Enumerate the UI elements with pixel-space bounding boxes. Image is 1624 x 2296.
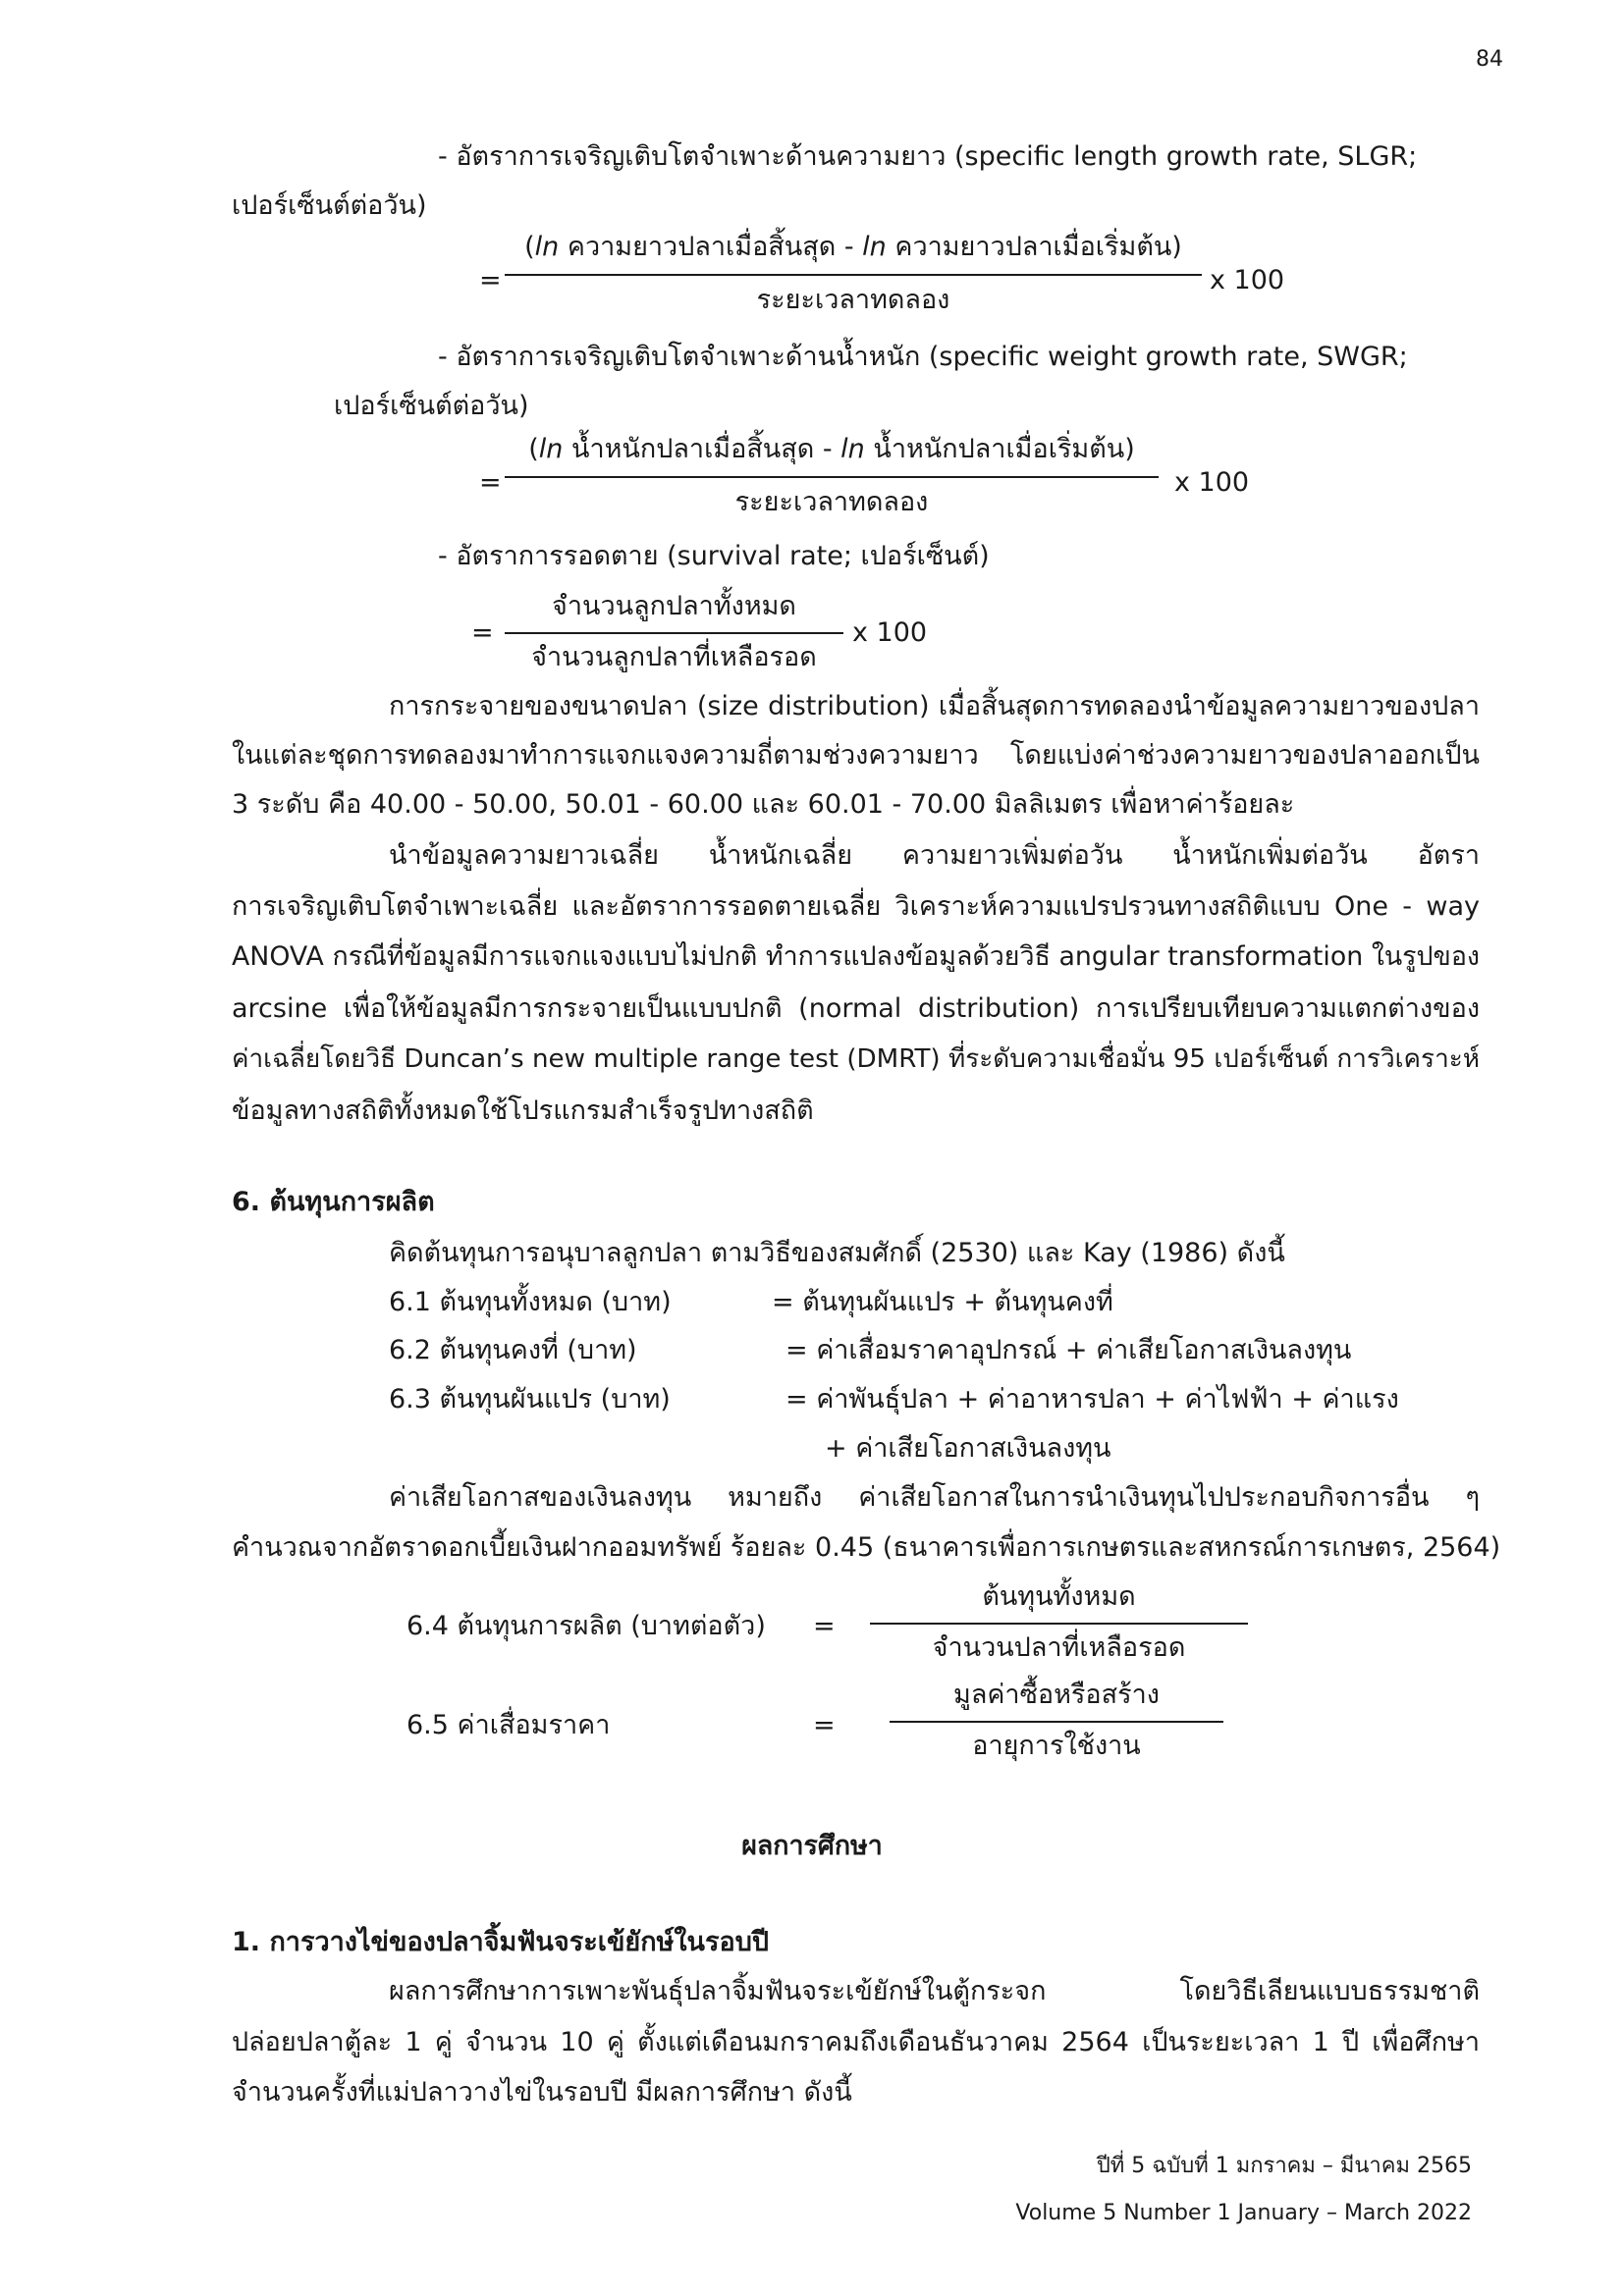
results-line-3: จำนวนครั้งที่แม่ปลาวางไข่ในรอบปี มีผลการศึกษา ดังนี้ — [232, 2077, 852, 2108]
slgr-equals: = — [479, 265, 502, 295]
swgr-unit: เปอร์เซ็นต์ต่อวัน) — [334, 391, 529, 421]
swgr-denominator: ระยะเวลาทดลอง — [734, 487, 929, 517]
survival-equals: = — [471, 617, 494, 648]
formula-65-bar — [890, 1721, 1223, 1723]
opportunity-line-1: ค่าเสียโอกาสของเงินลงทุน หมายถึง ค่าเสียโอกาสในการนำเงินทุนไปประกอบกิจการอื่น ๆ — [389, 1482, 1480, 1513]
formula-64-bar — [870, 1623, 1248, 1625]
swgr-equals: = — [479, 467, 502, 498]
results-title: ผลการศึกษา — [741, 1831, 883, 1861]
formula-64-fraction — [870, 1583, 1248, 1674]
survival-fraction-bar — [505, 632, 843, 634]
slgr-times-100: x 100 — [1210, 265, 1285, 295]
cost-row-3-continued: + ค่าเสียโอกาสเงินลงทุน — [825, 1433, 1111, 1464]
swgr-numerator: (ln น้ำหนักปลาเมื่อสิ้นสุด - ln น้ำหนักปลาเมื่อเริ่มต้น) — [528, 434, 1135, 464]
survival-fraction — [505, 593, 843, 683]
swgr-times-100: x 100 — [1174, 467, 1250, 498]
formula-65-equals: = — [813, 1710, 836, 1740]
slgr-fraction-bar — [505, 274, 1202, 276]
formula-65-numerator: มูลค่าซื้อหรือสร้าง — [953, 1680, 1160, 1710]
results-line-1: ผลการศึกษาการเพาะพันธุ์ปลาจิ้มฟันจระเข้ยักษ์ในตู้กระจก โดยวิธีเลียนแบบธรรมชาติ — [389, 1976, 1480, 2006]
survival-numerator: จำนวนลูกปลาทั้งหมด — [552, 591, 796, 621]
formula-64-equals: = — [813, 1611, 836, 1641]
slgr-unit: เปอร์เซ็นต์ต่อวัน) — [232, 190, 427, 221]
cost-intro: คิดต้นทุนการอนุบาลลูกปลา ตามวิธีของสมศักดิ์ (2530) และ Kay (1986) ดังนี้ — [389, 1238, 1285, 1268]
survival-denominator: จำนวนลูกปลาที่เหลือรอด — [531, 642, 817, 672]
slgr-numerator: (ln ความยาวปลาเมื่อสิ้นสุด - ln ความยาวปลาเมื่อเริ่มต้น) — [524, 232, 1182, 262]
size-dist-line-1: การกระจายของขนาดปลา (size distribution) เมื่อสิ้นสุดการทดลองนำข้อมูลความยาวของปลา — [389, 691, 1480, 721]
cost-row-1-label: 6.1 ต้นทุนทั้งหมด (บาท) — [389, 1287, 672, 1317]
cost-row-1-value: = ต้นทุนผันแปร + ต้นทุนคงที่ — [772, 1287, 1113, 1317]
swgr-title: - อัตราการเจริญเติบโตจำเพาะด้านน้ำหนัก (specific weight growth rate, SWGR; — [438, 342, 1408, 372]
stats-line-2: การเจริญเติบโตจำเพาะเฉลี่ย และอัตราการรอดตายเฉลี่ย วิเคราะห์ความแปรปรวนทางสถิติแบบ One - way — [232, 891, 1480, 922]
opportunity-line-2: คำนวณจากอัตราดอกเบี้ยเงินฝากออมทรัพย์ ร้อยละ 0.45 (ธนาคารเพื่อการเกษตรและสหกรณ์การเกษตร, 2564) — [232, 1532, 1501, 1563]
footer-english: Volume 5 Number 1 January – March 2022 — [1015, 2201, 1472, 2225]
stats-line-3: ANOVA กรณีที่ข้อมูลมีการแจกแจงแบบไม่ปกติ ทำการแปลงข้อมูลด้วยวิธี angular transformation ในรูปของ — [232, 941, 1480, 972]
slgr-denominator: ระยะเวลาทดลอง — [756, 285, 950, 315]
slgr-fraction — [505, 234, 1202, 324]
formula-64-label: 6.4 ต้นทุนการผลิต (บาทต่อตัว) — [406, 1611, 766, 1641]
cost-row-2-value: = ค่าเสื่อมราคาอุปกรณ์ + ค่าเสียโอกาสเงินลงทุน — [785, 1335, 1352, 1365]
survival-title: - อัตราการรอดตาย (survival rate; เปอร์เซ็นต์) — [438, 541, 990, 571]
formula-64-numerator: ต้นทุนทั้งหมด — [982, 1581, 1136, 1612]
cost-row-2-label: 6.2 ต้นทุนคงที่ (บาท) — [389, 1335, 637, 1365]
size-dist-line-2: ในแต่ละชุดการทดลองมาทำการแจกแจงความถี่ตามช่วงความยาว โดยแบ่งค่าช่วงความยาวของปลาออกเป็น — [232, 740, 1480, 771]
cost-heading: 6. ต้นทุนการผลิต — [232, 1187, 435, 1217]
formula-65-label: 6.5 ค่าเสื่อมราคา — [406, 1710, 611, 1740]
stats-line-6: ข้อมูลทางสถิติทั้งหมดใช้โปรแกรมสำเร็จรูปทางสถิติ — [232, 1095, 814, 1126]
slgr-title: - อัตราการเจริญเติบโตจำเพาะด้านความยาว (specific length growth rate, SLGR; — [438, 141, 1418, 172]
stats-line-5: ค่าเฉลี่ยโดยวิธี Duncan’s new multiple range test (DMRT) ที่ระดับความเชื่อมั่น 95 เปอร์เซ็นต์ การวิเคราะห์ — [232, 1044, 1480, 1074]
swgr-fraction — [505, 436, 1159, 526]
swgr-fraction-bar — [505, 476, 1159, 478]
size-dist-line-3: 3 ระดับ คือ 40.00 - 50.00, 50.01 - 60.00 และ 60.01 - 70.00 มิลลิเมตร เพื่อหาค่าร้อยละ — [232, 789, 1295, 820]
cost-row-3-label: 6.3 ต้นทุนผันแปร (บาท) — [389, 1384, 671, 1415]
stats-line-4: arcsine เพื่อให้ข้อมูลมีการกระจายเป็นแบบปกติ (normal distribution) การเปรียบเทียบความแตกต่างของ — [232, 993, 1480, 1024]
footer-thai: ปีที่ 5 ฉบับที่ 1 มกราคม – มีนาคม 2565 — [1096, 2154, 1472, 2178]
results-heading: 1. การวางไข่ของปลาจิ้มฟันจระเข้ยักษ์ในรอบปี — [232, 1927, 770, 1957]
page-number: 84 — [1476, 47, 1503, 72]
stats-line-1: นำข้อมูลความยาวเฉลี่ย น้ำหนักเฉลี่ย ความยาวเพิ่มต่อวัน น้ำหนักเพิ่มต่อวัน อัตรา — [389, 840, 1480, 871]
cost-row-3-value: = ค่าพันธุ์ปลา + ค่าอาหารปลา + ค่าไฟฟ้า + ค่าแรง — [785, 1384, 1399, 1415]
survival-times-100: x 100 — [852, 617, 928, 648]
formula-64-denominator: จำนวนปลาที่เหลือรอด — [932, 1632, 1186, 1663]
results-line-2: ปล่อยปลาตู้ละ 1 คู่ จำนวน 10 คู่ ตั้งแต่เดือนมกราคมถึงเดือนธันวาคม 2564 เป็นระยะเวลา 1 ปี เพื่อศึกษา — [232, 2027, 1480, 2057]
formula-65-denominator: อายุการใช้งาน — [972, 1731, 1141, 1761]
formula-65-fraction — [890, 1682, 1223, 1772]
